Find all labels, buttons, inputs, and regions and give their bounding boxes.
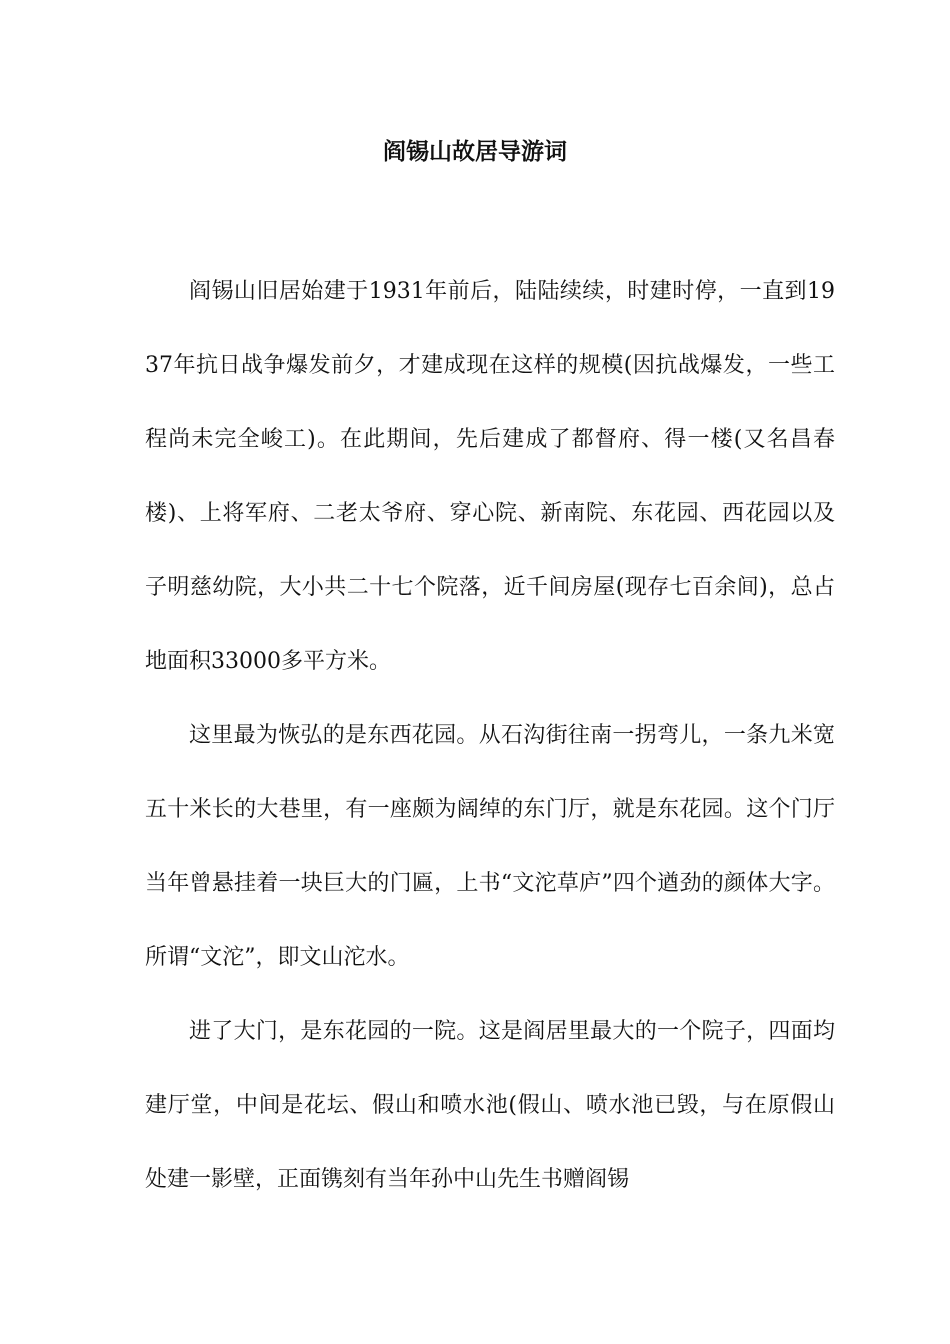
paragraph-3: 进了大门，是东花园的一院。这是阎居里最大的一个院子，四面均建厅堂，中间是花坛、假山和喷水池(假山、喷水池已毁，与在原假山处建一影壁，正面镌刻有当年孙中山先生书赠阎锡 [145, 1019, 835, 1192]
paragraph-1: 阎锡山旧居始建于1931年前后，陆陆续续，时建时停，一直到1937年抗日战争爆发前夕，才建成现在这样的规模(因抗战爆发，一些工程尚未完全峻工)。在此期间，先后建成了都督府、得一楼(又名昌春楼)、上将军府、二老太爷府、穿心院、新南院、东花园、西花园以及子明慈幼院，大小共二十七个院落，近千间房屋(现存七百余间)，总占地面积33000多平方米。 [145, 279, 835, 674]
paragraph-2: 这里最为恢弘的是东西花园。从石沟街往南一拐弯儿，一条九米宽五十米长的大巷里，有一座颇为阔绰的东门厅，就是东花园。这个门厅当年曾悬挂着一块巨大的门匾，上书“文沱草庐”四个遒劲的颜体大字。所谓“文沱”，即文山沱水。 [145, 723, 835, 970]
document-body [145, 255, 835, 1217]
document-title: 阎锡山故居导游词 [383, 138, 567, 165]
